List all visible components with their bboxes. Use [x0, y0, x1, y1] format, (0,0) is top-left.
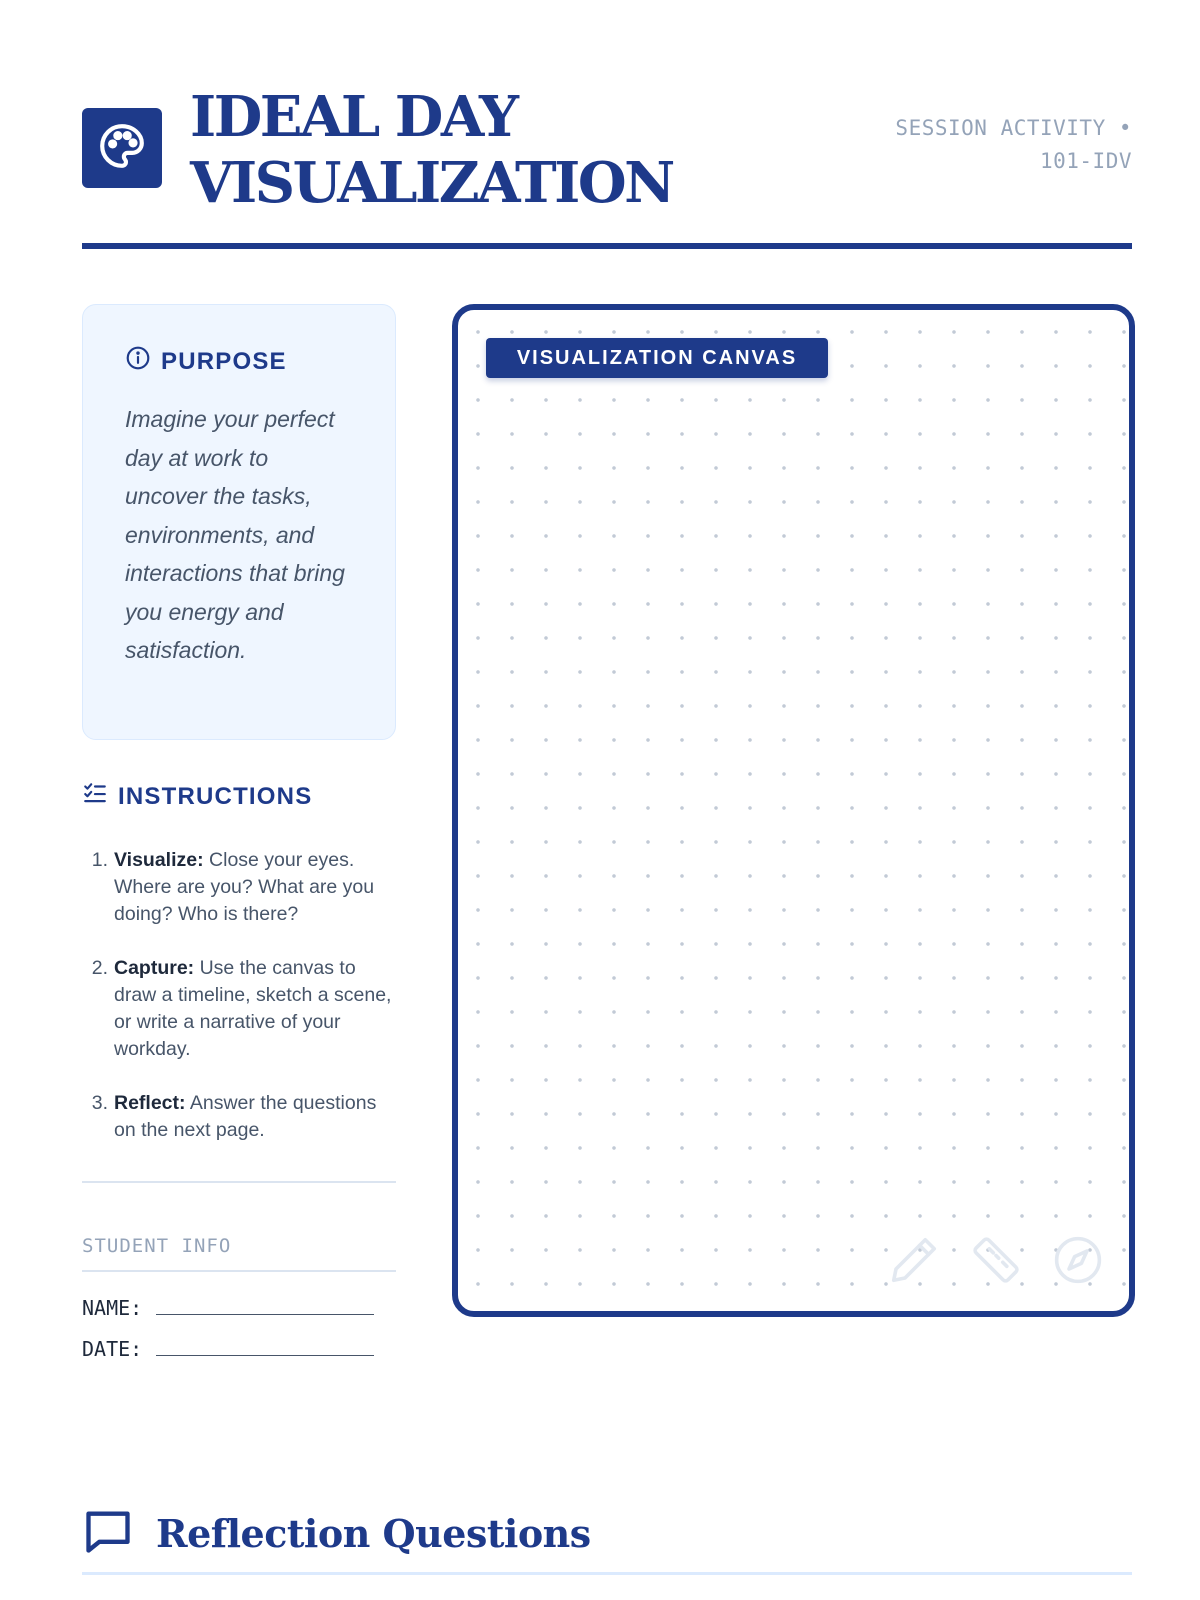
pencil-icon — [887, 1233, 941, 1287]
step-number: 1. — [91, 849, 108, 871]
name-input-line[interactable] — [156, 1296, 374, 1315]
name-field — [82, 1296, 374, 1320]
visualization-canvas[interactable] — [452, 304, 1135, 1317]
student-info-label: STUDENT INFO — [82, 1235, 232, 1257]
reflection-divider — [82, 1572, 1132, 1575]
logo — [82, 108, 162, 188]
canvas-tag: VISUALIZATION CANVAS — [486, 338, 828, 378]
reflection-title: Reflection Questions — [156, 1511, 591, 1556]
section-divider — [82, 1181, 396, 1183]
purpose-card — [82, 304, 396, 740]
instructions-heading-label: INSTRUCTIONS — [118, 782, 313, 810]
step-number: 2. — [91, 957, 108, 979]
canvas-tools — [887, 1233, 1105, 1287]
step-number: 3. — [91, 1092, 108, 1114]
purpose-text: Imagine your perfect day at work to uncover the tasks, environments, and interactions that bring you energy and satisfaction. — [125, 406, 345, 663]
ruler-icon — [969, 1233, 1023, 1287]
instructions-heading — [82, 780, 402, 813]
purpose-heading — [125, 345, 355, 378]
name-label: NAME: — [82, 1296, 143, 1320]
student-info-divider — [82, 1270, 396, 1272]
page-title-line-2: VISUALIZATION — [190, 150, 673, 216]
date-field — [82, 1337, 374, 1361]
date-label: DATE: — [82, 1337, 143, 1361]
checklist-icon — [82, 780, 108, 813]
info-icon — [125, 345, 151, 378]
session-code — [895, 112, 1132, 178]
page-title — [190, 84, 673, 216]
chat-bubble-icon — [82, 1505, 134, 1562]
step-text: Answer the questions on the next page. — [114, 1092, 377, 1141]
palette-icon — [97, 121, 147, 176]
instruction-step — [82, 847, 402, 928]
header-divider — [82, 243, 1132, 249]
page-title-line-1: IDEAL DAY — [190, 84, 517, 150]
instruction-step — [82, 1090, 402, 1144]
purpose-heading-label: PURPOSE — [161, 347, 287, 375]
page-header — [82, 84, 1132, 244]
reflection-heading — [82, 1505, 591, 1562]
step-keyword: Reflect: — [114, 1092, 186, 1114]
step-keyword: Capture: — [114, 957, 195, 979]
instructions-list — [82, 847, 402, 1144]
step-text: Close your eyes. Where are you? What are you doing? Who is there? — [114, 849, 375, 925]
date-input-line[interactable] — [156, 1337, 374, 1356]
step-body — [114, 1090, 402, 1144]
instruction-step — [82, 955, 402, 1063]
step-text: Use the canvas to draw a timeline, sketch a scene, or write a narrative of your workday. — [114, 957, 392, 1060]
compass-icon — [1051, 1233, 1105, 1287]
session-label: SESSION ACTIVITY • — [895, 116, 1132, 140]
step-keyword: Visualize: — [114, 849, 204, 871]
step-body — [114, 955, 402, 1063]
session-id: 101-IDV — [1039, 149, 1132, 173]
step-body — [114, 847, 402, 928]
instructions-section — [82, 780, 402, 1171]
